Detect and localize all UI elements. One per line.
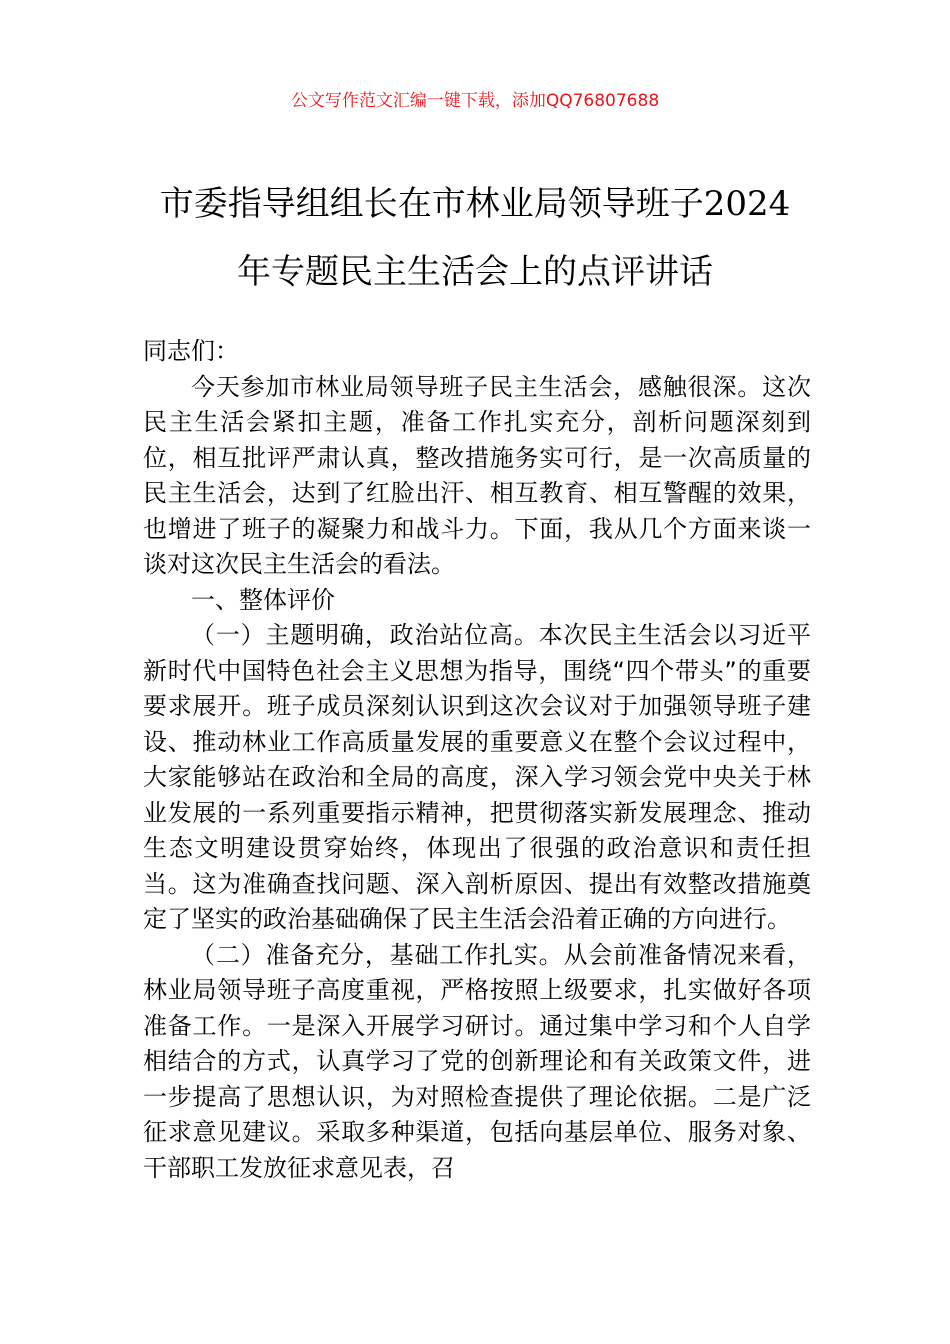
title-line-2: 年专题民主生活会上的点评讲话 — [237, 252, 713, 292]
document-body — [143, 334, 811, 1186]
greeting: 同志们： — [143, 337, 239, 365]
header-ad-text: 公文写作范文汇编一键下载，添加QQ76807688 — [290, 91, 660, 111]
paragraph-theme: （一）主题明确，政治站位高。本次民主生活会以习近平新时代中国特色社会主义思想为指导，围绕“四个带头”的重要要求展开。班子成员深刻认识到这次会议对于加强领导班子建设、推动林业工作高质量发展的重要意义在整个会议过程中，大家能够站在政治和全局的高度，深入学习领会党中央关于林业发展的一系列重要指示精神，把贯彻落实新发展理念、推动生态文明建设贯穿始终，体现出了很强的政治意识和责任担当。这为准确查找问题、深入剖析原因、提出有效整改措施奠定了坚实的政治基础确保了民主生活会沿着正确的方向进行。 — [143, 621, 811, 933]
document-title — [120, 170, 830, 306]
section-heading: 一、整体评价 — [191, 585, 335, 614]
title-line-1: 市委指导组组长在市林业局领导班子2024 — [159, 184, 791, 224]
paragraph-intro: 今天参加市林业局领导班子民主生活会，感触很深。这次民主生活会紧扣主题，准备工作扎实充分，剖析问题深刻到位，相互批评严肃认真，整改措施务实可行，是一次高质量的民主生活会，达到了红脸出汗、相互教育、相互警醒的效果，也增进了班子的凝聚力和战斗力。下面，我从几个方面来谈一谈对这次民主生活会的看法。 — [143, 372, 811, 578]
paragraph-preparation: （二）准备充分，基础工作扎实。从会前准备情况来看，林业局领导班子高度重视，严格按照上级要求，扎实做好各项准备工作。一是深入开展学习研讨。通过集中学习和个人自学相结合的方式，认真学习了党的创新理论和有关政策文件，进一步提高了思想认识，为对照检查提供了理论依据。二是广泛征求意见建议。采取多种渠道，包括向基层单位、服务对象、干部职工发放征求意见表，召 — [143, 940, 811, 1182]
